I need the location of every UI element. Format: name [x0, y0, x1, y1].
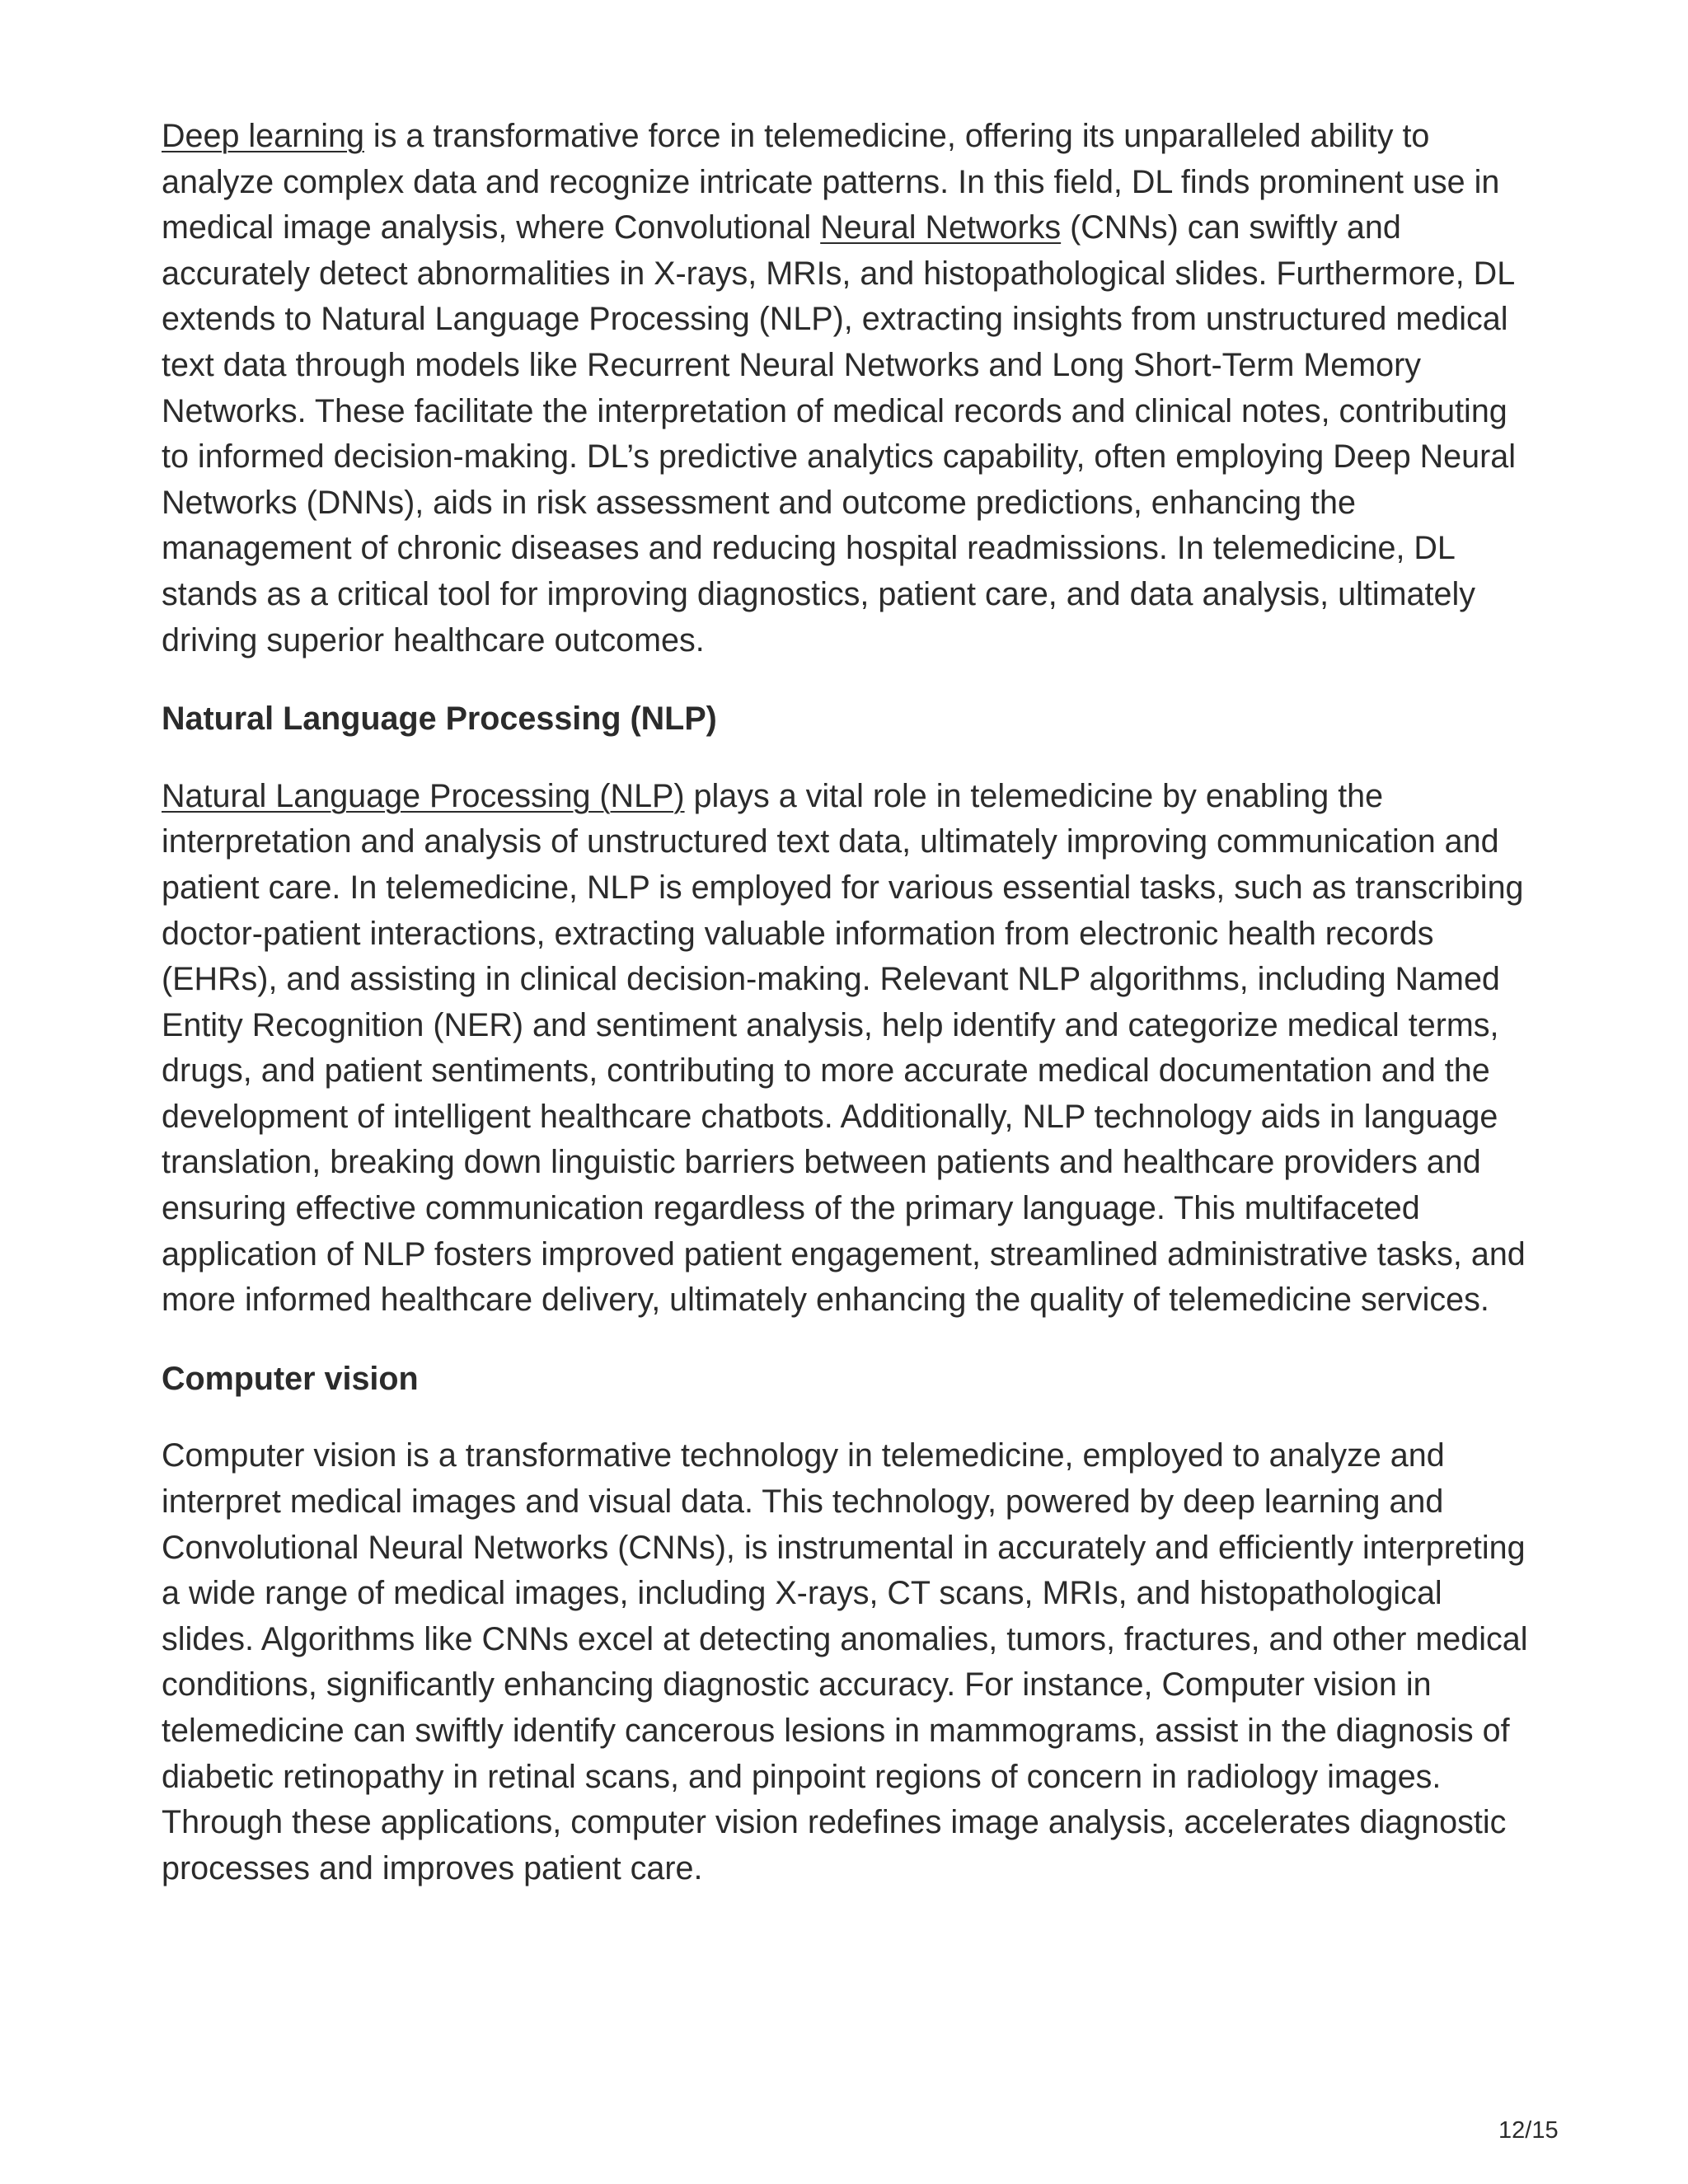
computer-vision-heading: Computer vision	[162, 1360, 419, 1397]
nlp-link[interactable]: Natural Language Processing (NLP)	[162, 777, 685, 814]
spacer	[162, 743, 1530, 774]
spacer	[162, 1324, 1530, 1357]
nlp-paragraph	[162, 774, 1530, 1324]
spacer	[162, 1402, 1530, 1433]
spacer	[162, 663, 1530, 696]
nlp-text: plays a vital role in telemedicine by enabling the interpretation and analysis of unstructured text data, ultimately improving communication and patient care. In telemedicine, NLP is employed for various essential tasks, such as transcribing doctor-patient interactions, extracting valuable information from electronic health records (EHRs), and assisting in clinical decision-making. Relevant NLP algorithms, including Named Entity Recognition (NER) and sentiment analysis, help identify and categorize medical terms, drugs, and patient sentiments, contributing to more accurate medical documentation and the development of intelligent healthcare chatbots. Additionally, NLP technology aids in language translation, breaking down linguistic barriers between patients and healthcare providers and ensuring effective communication regardless of the primary language. This multifaceted application of NLP fosters improved patient engagement, streamlined administrative tasks, and more informed healthcare delivery, ultimately enhancing the quality of telemedicine services.	[162, 777, 1526, 1319]
neural-networks-link[interactable]: Neural Networks	[820, 209, 1062, 246]
deep-learning-text-2: (CNNs) can swiftly and accurately detect abnormalities in X-rays, MRIs, and histopathological slides. Furthermore, DL extends to Natural Language Processing (NLP), extracting insights from unstructured medical text data through models like Recurrent Neural Networks and Long Short-Term Memory Networks. These facilitate the interpretation of medical records and clinical notes, contributing to informed decision-making. DL’s predictive analytics capability, often employing Deep Neural Networks (DNNs), aids in risk assessment and outcome predictions, enhancing the management of chronic diseases and reducing hospital readmissions. In telemedicine, DL stands as a critical tool for improving diagnostics, patient care, and data analysis, ultimately driving superior healthcare outcomes.	[162, 209, 1517, 658]
deep-learning-paragraph	[162, 114, 1530, 663]
page-content	[162, 114, 1530, 1891]
page-number: 12/15	[1498, 2117, 1559, 2144]
deep-learning-link[interactable]: Deep learning	[162, 118, 364, 154]
computer-vision-paragraph: Computer vision is a transformative technology in telemedicine, employed to analyze and interpret medical images and visual data. This technology, powered by deep learning and Convolutional Neural Networks (CNNs), is instrumental in accurately and efficiently interpreting a wide range of medical images, including X-rays, CT scans, MRIs, and histopathological slides. Algorithms like CNNs excel at detecting anomalies, tumors, fractures, and other medical conditions, significantly enhancing diagnostic accuracy. For instance, Computer vision in telemedicine can swiftly identify cancerous lesions in mammograms, assist in the diagnosis of diabetic retinopathy in retinal scans, and pinpoint regions of concern in radiology images. Through these applications, computer vision redefines image analysis, accelerates diagnostic processes and improves patient care.	[162, 1437, 1528, 1886]
deep-learning-text-1: is a transformative force in telemedicine, offering its unparalleled ability to analyze complex data and recognize intricate patterns. In this field, DL finds prominent use in medical image analysis, where Convolutional	[162, 118, 1500, 246]
nlp-heading: Natural Language Processing (NLP)	[162, 701, 717, 738]
